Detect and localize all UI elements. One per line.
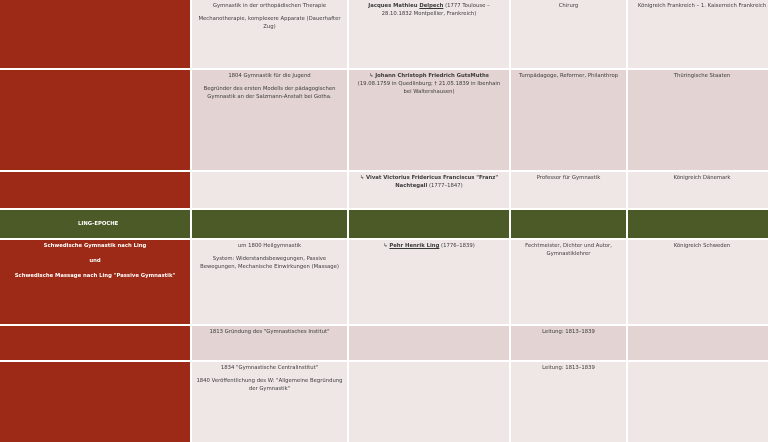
row-6-person-cell bbox=[349, 326, 509, 360]
row-2-country-cell: Thüringische Staaten bbox=[628, 70, 768, 170]
method-title-1: Schwedische Gymnastik nach Ling bbox=[43, 243, 147, 249]
row-3-method-cell bbox=[0, 172, 190, 208]
row-3-person-name: Vivat Victorius Fridericus Franciscus "Franz" Nachtegall bbox=[366, 175, 499, 189]
row-7-profession-cell: Leitung: 1813–1839 bbox=[511, 362, 626, 442]
row-6-method-cell bbox=[0, 326, 190, 360]
row-5-method-cell bbox=[0, 240, 190, 324]
row-5-person-dates: (1776–1839) bbox=[439, 243, 475, 249]
epoch-label: LING-EPOCHE bbox=[0, 210, 190, 238]
row-5-description-line-2: System: Widerstandsbewegungen, Passive Bewegungen, Mechanische Einwirkungen (Massage) bbox=[200, 255, 339, 270]
epoch-cell-2 bbox=[192, 210, 347, 238]
row-3-person-cell bbox=[349, 172, 509, 208]
row-7-description-cell bbox=[192, 362, 347, 442]
row-1-person-surname: Delpech bbox=[419, 3, 444, 9]
row-7-method-cell bbox=[0, 362, 190, 442]
row-1-country-cell: Königreich Frankreich – 1. Kaiserreich Frankreich bbox=[628, 0, 768, 68]
row-2-description-line-1: 1804 Gymnastik für die Jugend bbox=[228, 73, 311, 79]
method-title-2: Schwedische Massage nach Ling "Passive Gymnastik" bbox=[14, 272, 176, 279]
row-5-profession-cell: Fechtmeister, Dichter und Autor, Gymnastiklehrer bbox=[511, 240, 626, 324]
row-3-arrow: ↳ bbox=[359, 175, 367, 181]
epoch-cell-4 bbox=[511, 210, 626, 238]
row-3-profession-cell: Professor für Gymnastik bbox=[511, 172, 626, 208]
row-7-description-line-2: 1840 Veröffentlichung des W: "Allgemeine Begründung der Gymnastik" bbox=[196, 377, 343, 392]
row-5-person-cell bbox=[349, 240, 509, 324]
row-1-description-line-2: Mechanotherapie, komplexere Apparate (Dauerhafter Zug) bbox=[198, 15, 341, 30]
row-2-description-cell bbox=[192, 70, 347, 170]
row-2-person-cell bbox=[349, 70, 509, 170]
row-2-person-dates: (19.08.1759 in Quedlinburg; † 21.05.1839 in Ibenhain bei Waltershausen) bbox=[357, 80, 501, 95]
row-1-profession-cell: Chirurg bbox=[511, 0, 626, 68]
row-5-person-name: Pehr Henrik Ling bbox=[389, 243, 440, 249]
row-1-method-cell bbox=[0, 0, 190, 68]
row-7-description-line-1: 1834 "Gymnastische Centralinstitut" bbox=[220, 365, 319, 371]
row-2-description-line-2: Begründer des ersten Modells der pädagogischen Gymnastik an der Salzmann-Anstalt bei Gotha. bbox=[203, 85, 336, 100]
row-2-profession-cell: Turnpädagoge, Reformer, Philanthrop bbox=[511, 70, 626, 170]
row-2-person-name: Johann Christoph Friedrich GutsMuths bbox=[375, 73, 489, 79]
row-5-description-cell bbox=[192, 240, 347, 324]
row-6-description-line-1: 1813 Gründung des "Gymnastisches Institut" bbox=[209, 329, 330, 335]
row-2-arrow: ↳ bbox=[369, 73, 376, 79]
epoch-cell-5 bbox=[628, 210, 768, 238]
row-1-person-dates: (1777 Toulouse – 28.10.1832 Montpellier, Frankreich) bbox=[381, 3, 490, 17]
row-5-country-cell: Königreich Schweden bbox=[628, 240, 768, 324]
row-3-person-dates: (1777–1847) bbox=[427, 182, 463, 189]
row-7-country-cell bbox=[628, 362, 768, 442]
row-1-description-cell bbox=[192, 0, 347, 68]
row-5-arrow: ↳ bbox=[383, 243, 390, 249]
row-6-country-cell bbox=[628, 326, 768, 360]
row-6-profession-cell: Leitung: 1813–1839 bbox=[511, 326, 626, 360]
row-1-description-line-1: Gymnastik in der orthopädischen Therapie bbox=[212, 3, 327, 9]
row-2-method-cell bbox=[0, 70, 190, 170]
row-1-person-name: Jacques Mathieu bbox=[368, 3, 420, 9]
row-6-description-cell bbox=[192, 326, 347, 360]
row-7-person-cell bbox=[349, 362, 509, 442]
method-connector: und bbox=[89, 257, 101, 264]
row-1-person-cell bbox=[349, 0, 509, 68]
epoch-cell-3 bbox=[349, 210, 509, 238]
row-3-description-cell bbox=[192, 172, 347, 208]
row-3-country-cell: Königreich Dänemark bbox=[628, 172, 768, 208]
row-5-description-line-1: um 1800 Heilgymnastik bbox=[237, 243, 302, 249]
